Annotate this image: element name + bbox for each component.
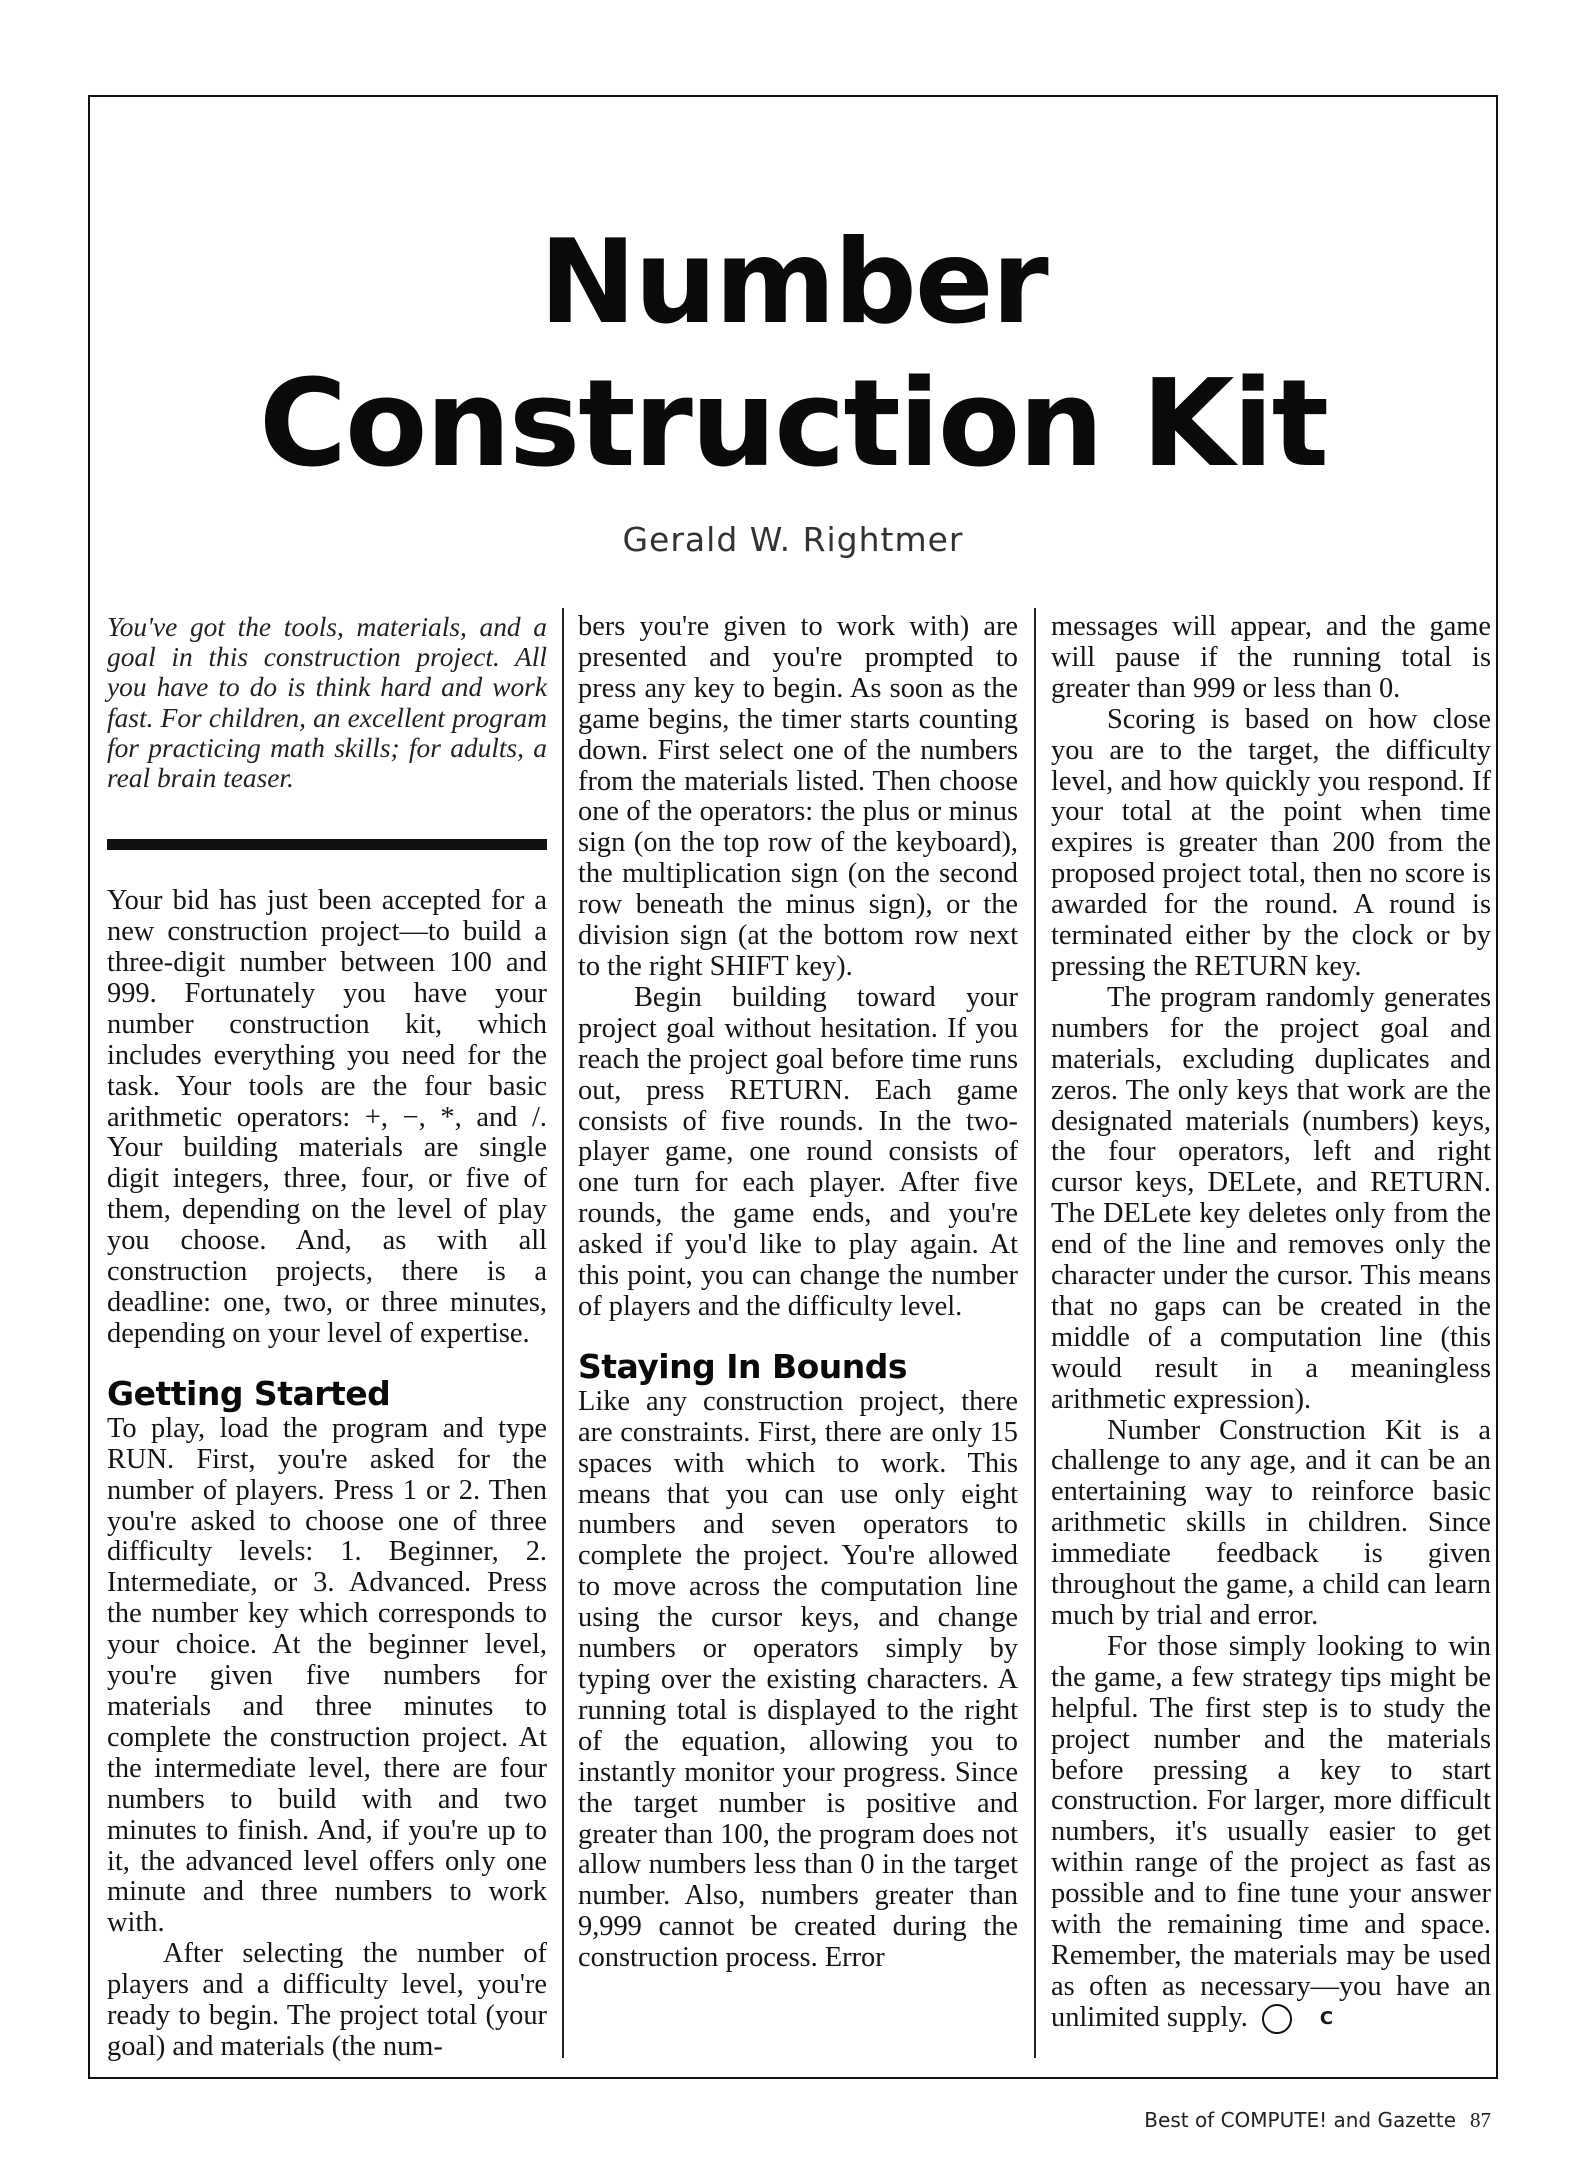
- column-3: [1051, 612, 1491, 2034]
- publication-name: Best of COMPUTE! and Gazette: [1144, 2108, 1456, 2132]
- author-byline: Gerald W. Rightmer: [622, 520, 964, 559]
- intro-blurb: You've got the tools, materials, and a goal in this construction project. All you have to do is think hard and work fast. For children, an excellent program for practicing math skills; for adults, a real brain teaser.: [107, 612, 547, 794]
- paragraph-random-generation: The program randomly generates numbers for the project goal and materials, excluding duplicates and zeros. The only keys that work are the designated materials (numbers) keys, the four operators, left and right cursor keys, DELete, and RETURN. The DELete key deletes only from the end of the line and removes only the character under the cursor. This means that no gaps can be created in the middle of a computation line (this would result in a meaningless arithmetic expression).: [1051, 981, 1491, 1415]
- heading-staying-in-bounds: Staying In Bounds: [578, 1346, 908, 1386]
- title-line-1: Number: [539, 215, 1047, 350]
- column-rule-2: [1034, 608, 1036, 2058]
- intro-divider-bar: [107, 839, 547, 850]
- column-2: [578, 612, 1018, 1974]
- paragraph-challenge: Number Construction Kit is a challenge to any age, and it can be an entertaining way to reinforce basic arithmetic skills in children. Since immediate feedback is given throughout the game, a child can learn much by trial and error.: [1051, 1414, 1491, 1631]
- paragraph-after-selecting: After selecting the number of players and a difficulty level, you're ready to begin. The project total (your goal) and materials (the num-: [107, 1938, 547, 2062]
- column-rule-1: [562, 608, 564, 2058]
- page-footer: [1144, 2108, 1491, 2133]
- title-line-2: Construction Kit: [258, 355, 1328, 494]
- paragraph-continued: bers you're given to work with) are presented and you're prompted to press any key to begin. As soon as the game begins, the timer starts counting down. First select one of the numbers from the materials listed. Then choose one of the operators: the plus or minus sign (on the top row of the keyboard), the multiplication sign (on the second row beneath the minus sign), or the division sign (at the bottom row next to the right SHIFT key).: [578, 611, 1018, 982]
- column-1: [107, 612, 547, 2063]
- page-number: 87: [1470, 2108, 1491, 2132]
- paragraph-begin-building: Begin building toward your project goal without hesitation. If you reach the project goal before time runs out, press RETURN. Each game consists of five rounds. In the two-player game, one round consists of one turn for each player. After five rounds, the game ends, and you're asked if you'd like to play again. At this point, you can change the number of players and the difficulty level.: [578, 981, 1018, 1322]
- heading-getting-started: Getting Started: [107, 1373, 391, 1413]
- strategy-text: For those simply looking to win the game, a few strategy tips might be helpful. The first step is to study the project number and the materials before pressing a key to start construction. For larger, more difficult numbers, it's usually easier to get within range of the project as fast as possible and to fine tune your answer with the remaining time and space. Remember, the materials may be used as often as necessary—you have an unlimited supply.: [1051, 1630, 1491, 2033]
- paragraph-scoring: Scoring is based on how close you are to the target, the difficulty level, and how quickly you respond. If your total at the point when time expires is greater than 200 from the proposed project total, then no score is awarded for the round. A round is terminated either by the clock or by pressing the RETURN key.: [1051, 703, 1491, 982]
- paragraph-strategy: [1051, 1632, 1491, 2034]
- paragraph-constraints: Like any construction project, there are constraints. First, there are only 15 spaces with which to work. This means that you can use only eight numbers and seven operators to complete the project. You're allowed to move across the computation line using the cursor keys, and change numbers or operators simply by typing over the existing characters. A running total is displayed to the right of the equation, allowing you to instantly monitor your progress. Since the target number is positive and greater than 100, the program does not allow numbers less than 0 in the target number. Also, numbers greater than 9,999 cannot be created during the construction process. Error: [578, 1385, 1018, 1974]
- paragraph-getting-started: To play, load the program and type RUN. First, you're asked for the number of players. Press 1 or 2. Then you're asked to choose one of three difficulty levels: 1. Beginner, 2. Intermediate, or 3. Advanced. Press the number key which corresponds to your choice. At the beginner level, you're given five numbers for materials and three minutes to complete the construction project. At the intermediate level, there are four numbers to build with and two minutes to finish. And, if you're up to it, the advanced level offers only one minute and three numbers to work with.: [107, 1412, 547, 1939]
- paragraph-error-messages: messages will appear, and the game will pause if the running total is greater than 999 or less than 0.: [1051, 611, 1491, 704]
- paragraph-intro-body: Your bid has just been accepted for a new construction project—to build a three-digit number between 100 and 999. Fortunately you have your number construction kit, which includes everything you need for the task. Your tools are the four basic arithmetic operators: +, −, *, and /. Your building materials are single digit integers, three, four, or five of them, depending on the level of play you choose. And, as with all construction projects, there is a deadline: one, two, or three minutes, depending on your level of expertise.: [107, 885, 547, 1349]
- end-mark-icon: C: [1262, 2004, 1292, 2034]
